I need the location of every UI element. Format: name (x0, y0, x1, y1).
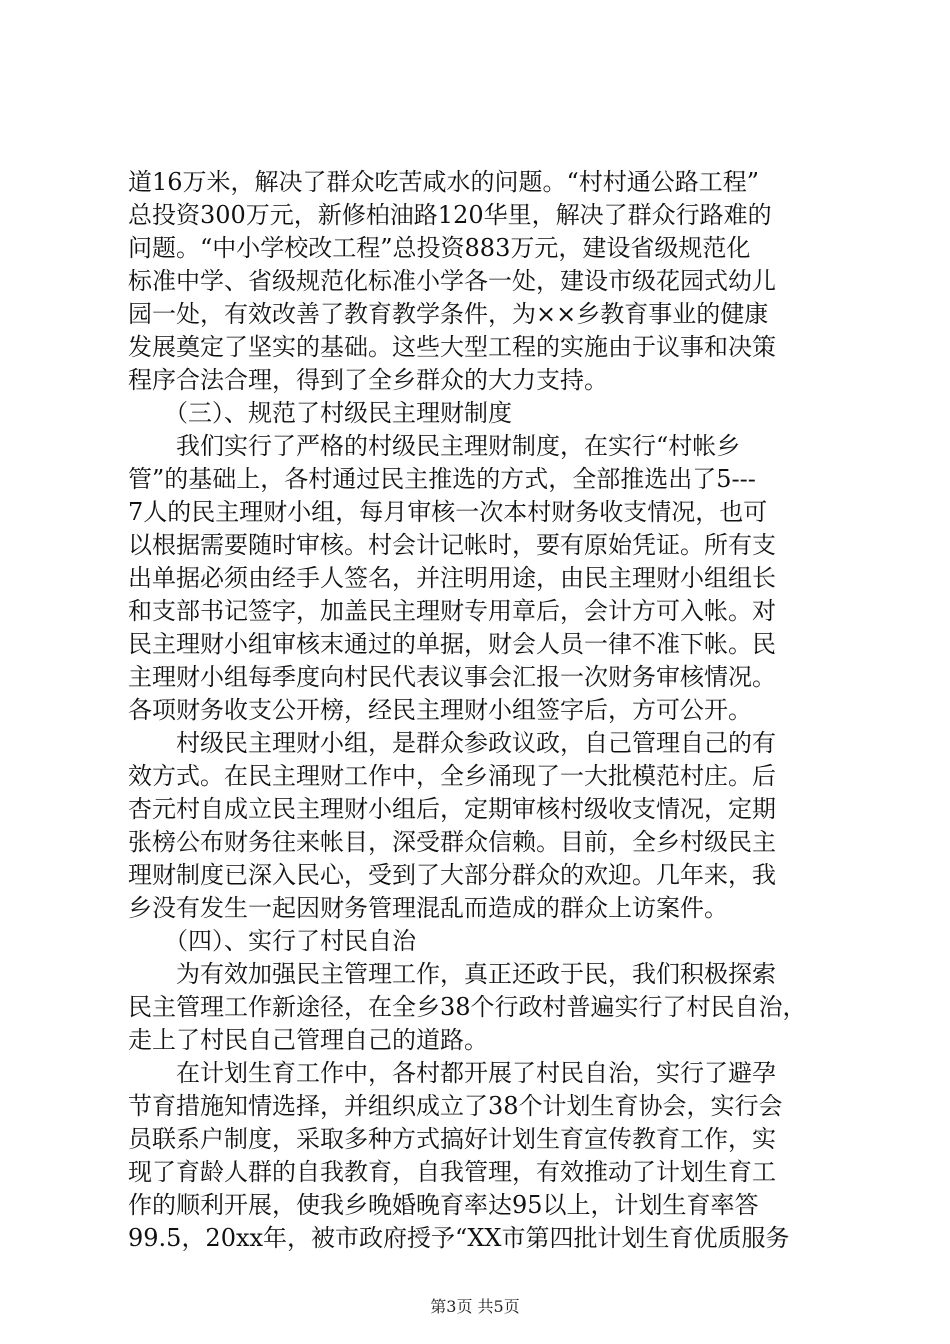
document-body (128, 166, 828, 1255)
text-line: 99.5，20xx年，被市政府授予“XX市第四批计划生育优质服务 (128, 1224, 790, 1252)
text-line: 理财制度已深入民心，受到了大部分群众的欢迎。几年来，我 (128, 861, 776, 889)
text-line: （四）、实行了村民自治 (128, 927, 416, 955)
text-line: 道16万米，解决了群众吃苦咸水的问题。“村村通公路工程” (128, 168, 760, 196)
text-line: 以根据需要随时审核。村会计记帐时，要有原始凭证。所有支 (128, 531, 776, 559)
text-line: 民主理财小组审核末通过的单据，财会人员一律不准下帐。民 (128, 630, 776, 658)
text-line: 程序合法合理，得到了全乡群众的大力支持。 (128, 366, 608, 394)
text-line: 出单据必须由经手人签名，并注明用途，由民主理财小组组长 (128, 564, 776, 592)
text-line: 标准中学、省级规范化标准小学各一处，建设市级花园式幼儿 (128, 267, 776, 295)
text-line: 效方式。在民主理财工作中，全乡涌现了一大批模范村庄。后 (128, 762, 776, 790)
text-line: 问题。“中小学校改工程”总投资883万元，建设省级规范化 (128, 234, 751, 262)
text-line: 民主管理工作新途径，在全乡38个行政村普遍实行了村民自治， (128, 993, 807, 1021)
text-line: 作的顺利开展，使我乡晚婚晚育率达95以上，计划生育率答 (128, 1191, 759, 1219)
text-line: 和支部书记签字，加盖民主理财专用章后，会计方可入帐。对 (128, 597, 776, 625)
text-line: （三）、规范了村级民主理财制度 (128, 399, 512, 427)
text-line: 主理财小组每季度向村民代表议事会汇报一次财务审核情况。 (128, 663, 776, 691)
text-line: 管”的基础上，各村通过民主推选的方式，全部推选出了5--- (128, 465, 756, 493)
text-line: 总投资300万元，新修柏油路120华里，解决了群众行路难的 (128, 201, 772, 229)
text-line: 我们实行了严格的村级民主理财制度，在实行“村帐乡 (128, 432, 741, 460)
text-line: 员联系户制度，采取多种方式搞好计划生育宣传教育工作，实 (128, 1125, 776, 1153)
text-line: 乡没有发生一起因财务管理混乱而造成的群众上访案件。 (128, 894, 728, 922)
text-line: 杏元村自成立民主理财小组后，定期审核村级收支情况，定期 (128, 795, 776, 823)
text-line: 为有效加强民主管理工作，真正还政于民，我们积极探索 (128, 960, 776, 988)
text-line: 在计划生育工作中，各村都开展了村民自治，实行了避孕 (128, 1059, 776, 1087)
text-line: 发展奠定了坚实的基础。这些大型工程的实施由于议事和决策 (128, 333, 776, 361)
text-line: 走上了村民自己管理自己的道路。 (128, 1026, 488, 1054)
page-footer: 第3页 共5页 (430, 1297, 520, 1316)
text-line: 村级民主理财小组，是群众参政议政，自己管理自己的有 (128, 729, 776, 757)
text-line: 张榜公布财务往来帐目，深受群众信赖。目前，全乡村级民主 (128, 828, 776, 856)
text-line: 现了育龄人群的自我教育，自我管理，有效推动了计划生育工 (128, 1158, 776, 1186)
text-line: 7人的民主理财小组，每月审核一次本村财务收支情况，也可 (128, 498, 768, 526)
text-line: 各项财务收支公开榜，经民主理财小组签字后，方可公开。 (128, 696, 752, 724)
text-line: 园一处，有效改善了教育教学条件，为××乡教育事业的健康 (128, 300, 769, 328)
text-line: 节育措施知情选择，并组织成立了38个计划生育协会，实行会 (128, 1092, 783, 1120)
